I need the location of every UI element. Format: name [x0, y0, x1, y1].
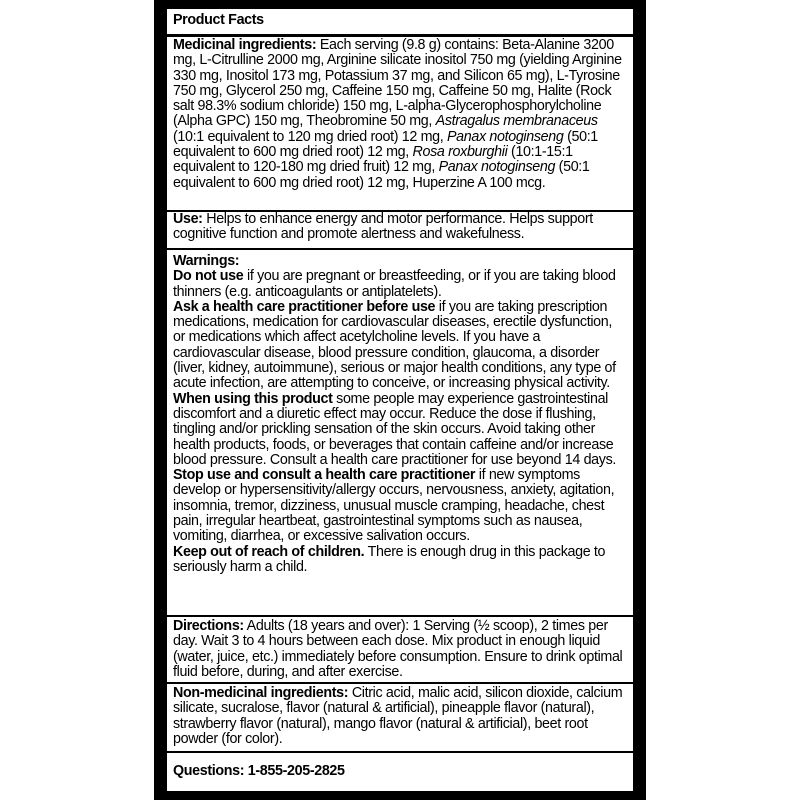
medicinal-botanical: Rosa roxburghii — [412, 144, 508, 161]
non-medicinal-section — [167, 684, 633, 753]
warnings-section — [167, 250, 633, 617]
stop-use-label: Stop use and consult a health care practitioner — [173, 467, 476, 484]
directions-text: Adults (18 years and over): 1 Serving (½ scoop), 2 times per day. Wait 3 to 4 hours between each dose. Mix product in enough liquid (water, juice, etc.) immediately before consumption. Ensure to drink optimal fluid before, during, and after exercise. — [173, 618, 623, 680]
product-facts-box — [165, 7, 635, 793]
medicinal-text: (10:1-15:1 equivalent to 120-180 mg dried fruit) 12 mg, — [173, 144, 573, 176]
directions-section — [167, 617, 633, 684]
medicinal-text: (50:1 equivalent to 600 mg dried root) 12 mg, Huperzine A 100 mcg. — [173, 159, 590, 191]
medicinal-ingredients-section — [167, 37, 633, 212]
medicinal-botanical: Astragalus membranaceus — [435, 113, 598, 130]
use-label: Use: — [173, 211, 203, 227]
keep-out-text: There is enough drug in this package to seriously harm a child. — [173, 543, 606, 575]
product-facts-panel — [154, 0, 646, 800]
questions-line: Questions: 1-855-205-2825 — [173, 762, 345, 779]
when-using-text: some people may experience gastrointestinal discomfort and a diuretic effect may occur. Reduce the dose if flushing, tingling and/or prickling sensation of the skin occurs. Avoid taking other health products, foods, or beverages that contain caffeine and/or increase blood pressure. Consult a health care practitioner for use beyond 14 days. — [173, 390, 617, 468]
use-section — [167, 212, 633, 250]
medicinal-text: (50:1 equivalent to 600 mg dried root) 12 mg, — [173, 128, 598, 161]
ask-practitioner-text: if you are taking prescription medications, medication for cardiovascular diseases, erectile dysfunction, or medications which affect acetylcholine levels. If you have a cardiovascular disease, blood pressure condition, glaucoma, a disorder (liver, kidney, autoimmune), serious or major health conditions, any type of acute infection, are attempting to conceive, or increasing physical activity. — [173, 298, 616, 392]
directions-label: Directions: — [173, 618, 244, 634]
non-medicinal-label: Non-medicinal ingredients: — [173, 685, 349, 701]
non-medicinal-text: Citric acid, malic acid, silicon dioxide, calcium silicate, sucralose, flavor (natural & artificial), pineapple flavor (natural), strawberry flavor (natural), mango flavor (natural & artificial), beet root powder (for color). — [173, 685, 623, 747]
use-text: Helps to enhance energy and motor performance. Helps support cognitive function and promote alertness and wakefulness. — [173, 211, 593, 243]
medicinal-ingredients-label: Medicinal ingredients: — [173, 37, 317, 53]
when-using-label: When using this product — [173, 390, 333, 407]
warnings-label: Warnings: — [173, 253, 240, 269]
medicinal-text: Each serving (9.8 g) contains: Beta-Alanine 3200 mg, L-Citrulline 2000 mg, Arginine silicate inositol 750 mg (yielding Arginine 330 mg, Inositol 173 mg, Potassium 37 mg, and Silicon 65 mg), L-Tyrosine 750 mg, Glycerol 250 mg, Caffeine 150 mg, Caffeine 50 mg, Halite (Rock salt 98.3% sodium chloride) 150 mg, L-alpha-Glycerophosphorylcholine (Alpha GPC) 150 mg, Theobromine 50 mg, — [173, 37, 622, 130]
ask-practitioner-label: Ask a health care practitioner before use — [173, 298, 436, 315]
medicinal-text: (10:1 equivalent to 120 mg dried root) 12 mg, — [173, 128, 447, 145]
product-facts-title: Product Facts — [167, 9, 633, 37]
medicinal-botanical: Panax notoginseng — [446, 128, 564, 145]
do-not-use-label: Do not use — [173, 268, 244, 285]
keep-out-label: Keep out of reach of children. — [173, 543, 365, 560]
stop-use-text: if new symptoms develop or hypersensitivity/allergy occurs, nervousness, anxiety, agitation, insomnia, tremor, dizziness, unusual muscle cramping, headache, chest pain, irregular heartbeat, gastrointestinal symptoms such as nausea, vomiting, diarrhea, or excessive salivation occurs. — [173, 467, 615, 545]
medicinal-botanical: Panax notoginseng — [438, 159, 556, 176]
do-not-use-text: if you are pregnant or breastfeeding, or if you are taking blood thinners (e.g. anticoagulants or antiplatelets). — [173, 268, 616, 300]
